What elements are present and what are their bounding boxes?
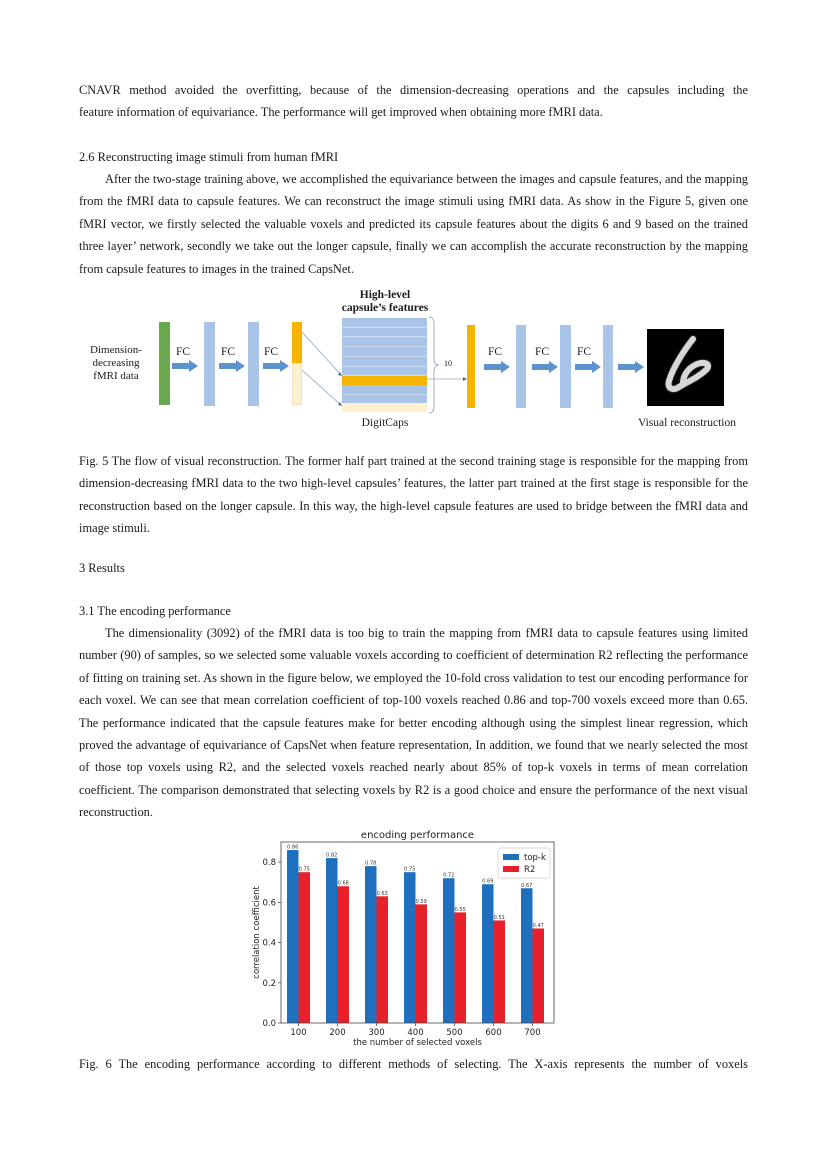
y-tick-label: 0.0 bbox=[262, 1019, 276, 1029]
bar-value-label: 0.51 bbox=[493, 914, 505, 921]
digitcaps-label: DigitCaps bbox=[361, 417, 409, 429]
bar-top-k bbox=[287, 850, 299, 1023]
bar-top-k bbox=[365, 866, 377, 1023]
decoder-layer-bar bbox=[603, 325, 613, 408]
reconstructed-digit-image bbox=[647, 329, 724, 406]
bar-value-label: 0.75 bbox=[404, 866, 416, 873]
arrow-right-icon bbox=[618, 361, 644, 373]
bar-value-label: 0.67 bbox=[521, 882, 533, 889]
capsule-row bbox=[342, 357, 427, 367]
x-tick-label: 700 bbox=[524, 1028, 541, 1038]
visual-reconstruction-label: Visual reconstruction bbox=[638, 417, 736, 429]
legend-label: R2 bbox=[524, 865, 536, 875]
brace-icon bbox=[428, 316, 442, 414]
x-axis-label: the number of selected voxels bbox=[353, 1038, 482, 1048]
section-2-6-body: After the two-stage training above, we accomplished the equivariance between the images and capsule features, and the mapping from the fMRI data to capsule features. We can reconstruct the image stimuli using fMRI data. As show in the Figure 5, given one fMRI vector, we firstly selected the valuable voxels and predicted its capsule features about the digits 6 and 9 based on the trained three layer’ network, secondly we take out the longer capsule, finally we can accomplish the accurate reconstruction by the mapping from capsule features to images in the trained CapsNet. bbox=[79, 172, 748, 276]
input-label bbox=[80, 344, 152, 383]
capsule-connector-lines bbox=[300, 330, 346, 410]
input-layer-bar bbox=[159, 322, 170, 405]
chart-title: encoding performance bbox=[360, 830, 475, 841]
x-tick-label: 300 bbox=[368, 1028, 385, 1038]
arrow-right-icon bbox=[484, 361, 510, 373]
capsule-row bbox=[342, 367, 427, 377]
fc-label: FC bbox=[264, 346, 279, 358]
bar-top-k bbox=[404, 872, 416, 1023]
capsule-row bbox=[342, 347, 427, 357]
digitcaps-title-line: capsule’s features bbox=[341, 302, 429, 314]
capsule-output-line bbox=[427, 375, 469, 383]
hidden-layer-bar bbox=[248, 322, 259, 406]
input-label-line: Dimension- bbox=[90, 344, 142, 356]
bar-top-k bbox=[326, 858, 338, 1023]
arrow-right-icon bbox=[575, 361, 601, 373]
legend-swatch bbox=[503, 866, 519, 872]
bar-top-k bbox=[482, 884, 494, 1023]
bar-value-label: 0.75 bbox=[298, 866, 310, 873]
decoder-layer-bar bbox=[516, 325, 526, 408]
x-tick-label: 200 bbox=[329, 1028, 346, 1038]
bar-r2 bbox=[338, 886, 350, 1023]
x-tick-label: 100 bbox=[290, 1028, 307, 1038]
bar-top-k bbox=[443, 878, 455, 1023]
capsule-row bbox=[342, 385, 427, 395]
bar-value-label: 0.86 bbox=[287, 844, 299, 851]
y-tick-label: 0.8 bbox=[262, 858, 276, 869]
bar-r2 bbox=[299, 872, 311, 1023]
figure-5-caption: Fig. 5 The flow of visual reconstruction. The former half part trained at the second training stage is responsible for the mapping from dimension-decreasing fMRI data to the two high-level capsules’ features, the latter part trained at the first stage is responsible for the reconstruction based on the longer capsule. In this way, the high-level capsule features are used to bridge between the fMRI data and image stimuli. bbox=[79, 454, 748, 536]
bar-value-label: 0.72 bbox=[443, 872, 455, 879]
bar-r2 bbox=[533, 928, 545, 1023]
legend-label: top-k bbox=[524, 853, 546, 863]
fc-label: FC bbox=[535, 346, 550, 358]
capsule-row bbox=[342, 395, 427, 404]
digitcaps-block bbox=[342, 318, 427, 412]
arrow-right-icon bbox=[172, 360, 198, 372]
bar-value-label: 0.59 bbox=[415, 898, 427, 905]
y-tick-label: 0.2 bbox=[262, 978, 276, 989]
figure-6-caption: Fig. 6 The encoding performance according to different methods of selecting. The X-axis represents the number of voxels bbox=[79, 1057, 748, 1071]
x-tick-label: 400 bbox=[407, 1028, 424, 1038]
capsule-row-active bbox=[342, 376, 427, 385]
y-axis-label: correlation coefficient bbox=[252, 886, 262, 979]
bar-r2 bbox=[455, 912, 467, 1023]
fc-label: FC bbox=[577, 346, 592, 358]
arrow-right-icon bbox=[532, 361, 558, 373]
fc-label: FC bbox=[488, 346, 503, 358]
y-tick-label: 0.6 bbox=[262, 898, 276, 909]
section-3-heading: 3 Results bbox=[79, 561, 125, 575]
arrow-right-icon bbox=[219, 360, 245, 372]
section-3-1-body: The dimensionality (3092) of the fMRI data is too big to train the mapping from fMRI data to capsule features using limited number (90) of samples, so we selected some valuable voxels according to coefficient of determination R2 reflecting the performance of fitting on training set. As shown in the figure below, we employed the 10-fold cross validation to test our encoding performance for each voxel. We can see that mean correlation coefficient of top-100 voxels reached 0.86 and top-700 voxels exceed more than 0.65. The performance indicated that the capsule features make for better encoding although using the simplest linear regression, which proved the advantage of equivariance of CapsNet when feature representation, In addition, we found that we nearly selected the most of those top voxels using R2, and the selected voxels reached nearly about 85% of top-k voxels in terms of mean correlation coefficient. The comparison demonstrated that selecting voxels by R2 is a good choice and ensure the performance of the next visual reconstruction. bbox=[79, 626, 748, 820]
bar-r2 bbox=[494, 920, 506, 1023]
input-label-line: fMRI data bbox=[93, 370, 139, 382]
bar-value-label: 0.47 bbox=[532, 922, 544, 929]
bar-value-label: 0.55 bbox=[454, 906, 466, 913]
capsule-row bbox=[342, 328, 427, 338]
y-tick-label: 0.4 bbox=[262, 938, 276, 949]
bar-value-label: 0.82 bbox=[326, 852, 338, 859]
capsule-row bbox=[342, 318, 427, 328]
input-label-line: decreasing bbox=[92, 357, 140, 369]
fc-label: FC bbox=[176, 346, 191, 358]
bar-value-label: 0.63 bbox=[376, 890, 388, 897]
section-2-6-heading: 2.6 Reconstructing image stimuli from human fMRI bbox=[79, 150, 339, 164]
arrow-right-icon bbox=[263, 360, 289, 372]
bar-value-label: 0.78 bbox=[365, 860, 377, 867]
section-3-1-heading: 3.1 The encoding performance bbox=[79, 604, 231, 618]
hidden-layer-bar bbox=[204, 322, 215, 406]
brace-label: 10 bbox=[444, 359, 452, 368]
legend-swatch bbox=[503, 854, 519, 860]
digitcaps-title bbox=[325, 289, 445, 315]
encoding-performance-chart bbox=[250, 826, 570, 1050]
intro-paragraph-line-2: feature information of equivariance. The performance will get improved when obtaining more fMRI data. bbox=[79, 105, 603, 119]
bar-r2 bbox=[416, 904, 428, 1023]
bar-value-label: 0.69 bbox=[482, 878, 494, 885]
capsule-row-inactive bbox=[342, 403, 427, 412]
bar-chart bbox=[250, 826, 570, 1050]
selected-capsule-bar bbox=[467, 325, 475, 408]
decoder-layer-bar bbox=[560, 325, 571, 408]
x-tick-label: 500 bbox=[446, 1028, 463, 1038]
x-tick-label: 600 bbox=[485, 1028, 502, 1038]
fc-label: FC bbox=[221, 346, 236, 358]
bar-top-k bbox=[521, 888, 533, 1023]
intro-paragraph-line-1: CNAVR method avoided the overfitting, because of the dimension-decreasing operations and the capsules including the bbox=[79, 83, 748, 97]
bar-r2 bbox=[377, 896, 389, 1023]
capsule-row bbox=[342, 337, 427, 347]
digitcaps-title-line: High-level bbox=[359, 289, 411, 301]
bar-value-label: 0.68 bbox=[337, 880, 349, 887]
